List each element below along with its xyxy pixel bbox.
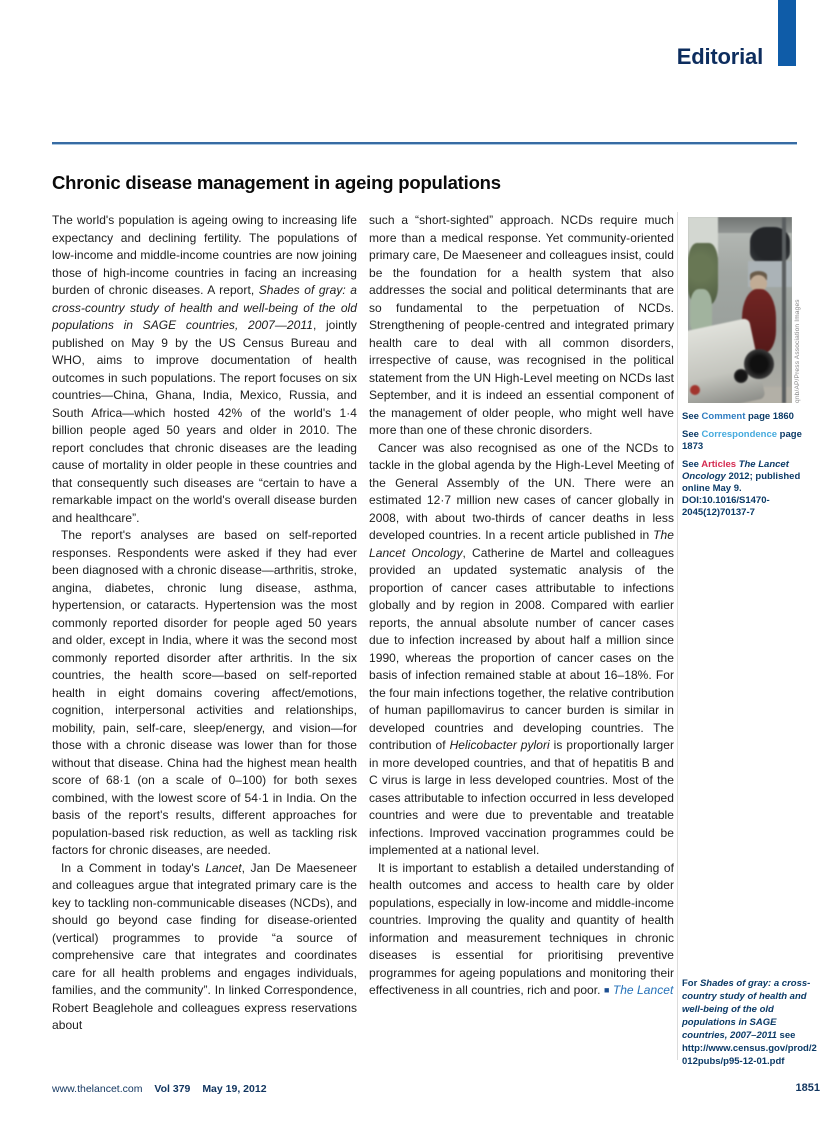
footer (52, 1083, 267, 1095)
paragraph (369, 212, 674, 440)
photo-shape (734, 369, 748, 383)
section-label: Editorial (676, 44, 763, 69)
paragraph (52, 860, 357, 1035)
photo-shape (690, 289, 712, 331)
sidebar-divider (677, 212, 678, 1060)
text-run: is proportionally larger in more developed countries, and that of hepatitis B and C virus is large in less developed countries. Most of the cases attributable to infection occurred in less developed countries and were due to preventable and treatable infections. Improved vaccination programmes could be implemented at a national level. (369, 738, 674, 857)
text-run: The Lancet (612, 983, 674, 997)
footer-site-url[interactable]: www.thelancet.com (52, 1083, 143, 1095)
text-column-left (52, 212, 357, 1035)
photo-shape (690, 385, 700, 395)
text-run: 2012; published online May 9. DOI:10.1016/S1470-2045(12)70137-7 (682, 471, 801, 518)
text-run: see (776, 1030, 796, 1041)
census-report-url[interactable]: http://www.census.gov/prod/2012pubs/p95-12-01.pdf (682, 1043, 817, 1067)
text-run: See (682, 411, 702, 422)
text-column-right (369, 212, 674, 1035)
see-comment-link[interactable] (682, 411, 822, 423)
see-articles-link[interactable] (682, 459, 822, 519)
paragraph (369, 860, 674, 1001)
text-run: Shades of gray: a cross-country study of health and well-being of the old populations in SAGE countries, 2007—2011 (52, 283, 357, 332)
see-correspondence-link[interactable] (682, 429, 822, 453)
sidebar-links (682, 411, 822, 525)
text-run: The world's population is ageing owing to increasing life expectancy and declining fertility. The populations of low-income and middle-income countries are now joining those of high-income countries in facing an increasing burden of chronic diseases. A report, (52, 213, 357, 297)
text-run: The Lancet Oncology (682, 459, 789, 482)
text-run: , Catherine de Martel and colleagues provided an updated systematic analysis of the proportion of cancer cases attributable to infections globally and by region in 2008. Compared with earlier reports, the annual absolute number of cancer cases due to infection increased by about half a million since 1990, whereas the proportion of cancer cases on the basis of infection remained stable at about 16–18%. For the four main infections together, the relative contribution of human papillomavirus to cancer burden is similar in developed countries and developing countries. The contribution of (369, 545, 675, 752)
header-divider (52, 142, 797, 145)
text-run: , jointly published on May 9 by the US Census Bureau and WHO, aims to improve documentation of health outcomes in such populations. The report focuses on six countries—China, Ghana, India, Mexico, Russia, and South Africa—which hosted 42% of the world's 1·4 billion people aged 50 years and older in 2010. The report concludes that chronic diseases are the leading cause of mortality in older people in these countries and that consequently such diseases are “certain to have a remarkable impact on the world's overall disease burden and healthcare”. (52, 318, 357, 525)
paragraph (52, 527, 357, 860)
photo-credit: qnb/AP/Press Association Images (794, 299, 801, 403)
paragraph (52, 212, 357, 527)
article-photo (688, 217, 792, 403)
text-run: In a Comment in today's (61, 860, 206, 875)
text-run: See (682, 459, 702, 470)
text-run: The report's analyses are based on self-reported responses. Respondents were asked if they had ever been diagnosed with a chronic disease—arthritis, stroke, angina, diabetes, chronic lung disease, asthma, hypertension, or cataracts. Hypertension was the most commonly reported disorder for people aged 50 years and older, except in India, where it was the second most commonly reported disorder after arthritis. In the six countries, the health score—based on self-reported health in eight domains covering affect/emotions, cognition, interpersonal activities and relationships, mobility, pain, self-care, sleep/energy, and vision—for those with a chronic disease was lower than for those without that disease. China had the highest mean health score of 68·1 (on a scale of 0–100) for both sexes combined, with the lowest score of 54·1 in India. On the basis of the report's results, different approaches for population-based risk reduction, as well as tackling risk factors for chronic diseases, are needed. (52, 528, 357, 857)
section-color-bar (778, 0, 796, 66)
text-run: Articles (701, 459, 737, 470)
footer-volume: Vol 379 (154, 1083, 191, 1095)
page-number: 1851 (795, 1082, 820, 1094)
text-run: See (682, 429, 702, 440)
text-run: Comment (701, 411, 746, 422)
text-run: page 1860 (745, 411, 794, 422)
footer-date: May 19, 2012 (202, 1083, 267, 1095)
text-run: Shades of gray: a cross-country study of health and well-being of the old populations in SAGE countries, 2007–2011 (682, 978, 811, 1041)
report-url-note (682, 977, 822, 1068)
photo-shape (782, 217, 786, 403)
article-title: Chronic disease management in ageing populations (52, 172, 501, 193)
text-run: It is important to establish a detailed understanding of health outcomes and access to health care by older populations, especially in low-income and middle-income countries. Improving the quality and quantity of health information and measurement techniques in chronic diseases is essential for prioritising preventive programmes for ageing populations and monitoring their effectiveness in all countries, rich and poor. (369, 860, 674, 997)
text-run: page 1873 (682, 429, 802, 452)
photo-shape (744, 349, 774, 379)
text-run: Cancer was also recognised as one of the NCDs to tackle in the global agenda by the High-Level Meeting of the General Assembly of the UN. There were an estimated 12·7 million new cases of cancer globally in 2008, with about two-thirds of cancer deaths in less developed countries. In a recent article published in (369, 440, 674, 542)
article-body (52, 212, 674, 1035)
text-run: Lancet (205, 860, 242, 875)
text-run: , Jan De Maeseneer and colleagues argue that integrated primary care is the key to tackling non-communicable diseases (NCDs), and should go beyond case finding for disease-oriented (vertical) programmes to provide “a source of comprehensive care that integrates and coordinates care for all health problems and engages individuals, families, and the community”. In linked Correspondence, Robert Beaglehole and colleagues express reservations about (52, 860, 357, 1032)
text-run: For (682, 978, 700, 989)
text-run: The Lancet Oncology (369, 528, 674, 560)
paragraph (369, 440, 674, 860)
text-run: ■ (603, 985, 610, 995)
text-run: such a “short-sighted” approach. NCDs require much more than a medical response. Yet community-oriented primary care, De Maeseneer and colleagues insist, could be the foundation for a health system that also addresses the social and political determinants that are so fundamental to the perpetuation of NCDs. Strengthening of people-centred and integrated primary health care to deal with all common disorders, irrespective of cause, was recognised in the political statement from the UN High-Level meeting on NCDs last September, and it is indeed an essential component of the management of older people, who might well have more than one of these chronic disorders. (369, 213, 674, 437)
photo-shapes (688, 217, 792, 403)
text-run: Correspondence (701, 429, 778, 440)
text-run: Helicobacter pylori (449, 738, 550, 752)
